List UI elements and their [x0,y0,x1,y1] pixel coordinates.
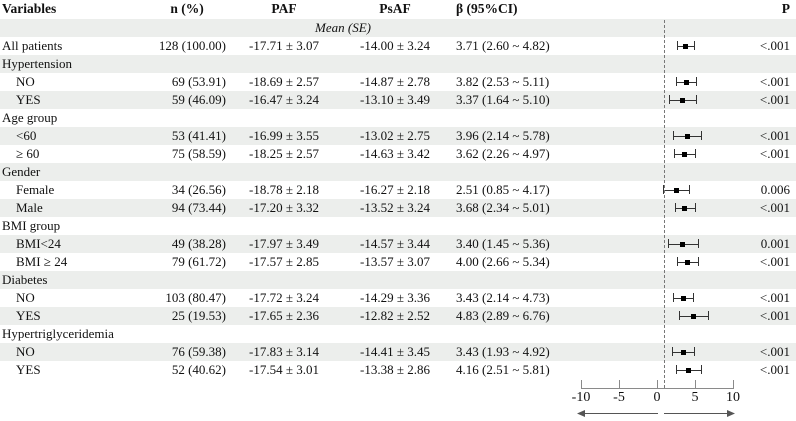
paf-cell [232,217,336,235]
psaf-cell: -13.02 ± 2.75 [360,128,430,143]
forest-plot-cell [576,163,740,181]
n-percent-cell: 128 (100.00) [158,38,226,53]
paf-cell: -17.97 ± 3.49 [249,236,319,251]
n-percent-cell [148,325,232,343]
right-arrowhead-icon [727,410,735,417]
n-percent-cell [148,55,232,73]
paf-cell: -17.57 ± 2.85 [249,254,319,269]
group-label: Diabetes [2,272,48,287]
p-value-cell: <.001 [759,254,790,269]
beta-ci-cell [454,271,576,289]
psaf-cell: -13.52 ± 3.24 [360,200,430,215]
psaf-cell: -13.38 ± 2.86 [360,362,430,377]
psaf-cell: -16.27 ± 2.18 [360,182,430,197]
ci-cap-right [693,293,694,302]
group-row [0,55,796,73]
ci-cap-left [676,365,677,374]
psaf-cell: -14.57 ± 3.44 [360,236,430,251]
group-row [0,325,796,343]
variable-label: BMI ≥ 24 [16,254,68,269]
variable-label: Female [16,182,55,197]
paf-cell [232,55,336,73]
variable-label: All patients [2,38,63,53]
axis-tick-label: 0 [653,390,661,405]
forest-plot-cell [576,55,740,73]
beta-ci-cell: 3.43 (1.93 ~ 4.92) [456,344,550,359]
col-header-beta-ci: β (95%CI) [456,1,518,16]
n-percent-cell: 103 (80.47) [165,290,226,305]
ci-cap-left [672,347,673,356]
point-estimate-marker [686,368,691,373]
ci-cap-right [708,311,709,320]
axis-tick [657,380,658,389]
beta-ci-cell: 4.16 (2.51 ~ 5.81) [456,362,550,377]
psaf-cell: -14.87 ± 2.78 [360,74,430,89]
variable-label: NO [16,74,35,89]
beta-ci-cell [454,325,576,343]
p-value-cell: <.001 [759,362,790,377]
point-estimate-marker [682,152,687,157]
point-estimate-marker [691,314,696,319]
table-row [0,361,796,379]
point-estimate-marker [681,350,686,355]
axis-tick-label: 10 [726,390,740,405]
paf-cell [232,163,336,181]
variable-label: Male [16,200,43,215]
table-row [0,127,796,145]
ci-cap-right [696,77,697,86]
beta-ci-cell: 4.00 (2.66 ~ 5.34) [456,254,550,269]
table-row [0,73,796,91]
psaf-cell [336,217,454,235]
forest-plot-cell [576,307,740,325]
point-estimate-marker [680,242,685,247]
ci-cap-right [694,347,695,356]
n-percent-cell: 79 (61.72) [171,254,226,269]
group-label: Hypertension [2,56,73,71]
table-row [0,307,796,325]
forest-plot-cell [576,289,740,307]
n-percent-cell: 52 (40.62) [171,362,226,377]
axis-tick [581,380,582,389]
table-row [0,235,796,253]
col-header-plot-spacer [576,0,740,19]
table-row [0,343,796,361]
beta-ci-cell: 3.71 (2.60 ~ 4.82) [456,38,550,53]
group-row [0,163,796,181]
psaf-cell: -14.29 ± 3.36 [360,290,430,305]
psaf-cell: -14.00 ± 3.24 [360,38,430,53]
point-estimate-marker [682,206,687,211]
paf-cell: -16.99 ± 3.55 [249,128,319,143]
beta-ci-cell: 3.43 (2.14 ~ 4.73) [456,290,550,305]
p-value-cell: <.001 [759,344,790,359]
beta-ci-cell [454,163,576,181]
psaf-cell [336,55,454,73]
psaf-cell [336,271,454,289]
variable-label: NO [16,344,35,359]
psaf-cell: -14.63 ± 3.42 [360,146,430,161]
table-row [0,181,796,199]
n-percent-cell: 75 (58.59) [171,146,226,161]
axis-tick-label: -10 [571,390,591,405]
variable-label: YES [16,362,41,377]
psaf-cell [336,163,454,181]
paf-cell: -17.71 ± 3.07 [249,38,319,53]
ci-cap-right [689,185,690,194]
n-percent-cell [148,217,232,235]
col-header-p: P [781,1,790,16]
axis-tick-label: -5 [613,390,625,405]
n-percent-cell: 53 (41.41) [171,128,226,143]
ci-cap-right [695,149,696,158]
col-header-n: n (%) [170,1,204,16]
p-value-cell [740,55,796,73]
variable-label: NO [16,290,35,305]
ci-cap-right [695,203,696,212]
p-value-cell: <.001 [759,290,790,305]
ci-cap-left [679,311,680,320]
paf-cell [232,271,336,289]
psaf-cell: -14.41 ± 3.45 [360,344,430,359]
paf-cell: -16.47 ± 3.24 [249,92,319,107]
p-value-cell [740,325,796,343]
paf-cell: -17.72 ± 3.24 [249,290,319,305]
psaf-cell: -13.57 ± 3.07 [360,254,430,269]
p-value-cell: 0.001 [760,236,790,251]
point-estimate-marker [681,296,686,301]
point-estimate-marker [685,134,690,139]
p-value-cell: <.001 [759,92,790,107]
ci-cap-left [677,41,678,50]
forest-plot-cell [576,217,740,235]
axis-tick [619,380,620,389]
n-percent-cell [148,109,232,127]
p-value-cell: <.001 [759,200,790,215]
n-percent-cell: 34 (26.56) [171,182,226,197]
n-percent-cell: 94 (73.44) [171,200,226,215]
beta-ci-cell: 3.37 (1.64 ~ 5.10) [456,92,550,107]
n-percent-cell: 69 (53.91) [171,74,226,89]
beta-ci-cell: 3.96 (2.14 ~ 5.78) [456,128,550,143]
p-value-cell: <.001 [759,74,790,89]
table-row [0,199,796,217]
psaf-cell: -12.82 ± 2.52 [360,308,430,323]
table-row [0,91,796,109]
p-value-cell [740,271,796,289]
p-value-cell: 0.006 [760,182,790,197]
ci-cap-right [701,131,702,140]
psaf-cell [336,109,454,127]
point-estimate-marker [683,44,688,49]
p-value-cell [740,217,796,235]
forest-plot-cell [576,109,740,127]
table-row [0,37,796,55]
group-label: Gender [2,164,41,179]
group-row [0,271,796,289]
variable-label: <60 [16,128,37,143]
p-value-cell: <.001 [759,308,790,323]
paf-cell: -17.20 ± 3.32 [249,200,319,215]
forest-plot-cell [576,73,740,91]
ci-cap-left [673,131,674,140]
n-percent-cell: 25 (19.53) [171,308,226,323]
axis-tick [733,380,734,389]
ci-cap-left [675,203,676,212]
group-label: BMI group [2,218,61,233]
psaf-cell [336,325,454,343]
mean-se-row [0,19,796,37]
paf-cell: -17.54 ± 3.01 [249,362,319,377]
beta-ci-cell: 2.51 (0.85 ~ 4.17) [456,182,550,197]
paf-cell: -17.83 ± 3.14 [249,344,319,359]
group-label: Hypertriglyceridemia [2,326,114,341]
n-percent-cell [148,271,232,289]
axis-tick [695,380,696,389]
forest-plot-cell [576,271,740,289]
group-row [0,109,796,127]
point-estimate-marker [674,188,679,193]
table-row [0,253,796,271]
paf-cell: -17.65 ± 2.36 [249,308,319,323]
forest-plot-cell [576,325,740,343]
table-row [0,289,796,307]
reference-dashed-line [664,20,665,388]
forest-plot-cell [576,253,740,271]
n-percent-cell [148,163,232,181]
paf-cell [232,109,336,127]
left-arrowhead-icon [577,410,585,417]
p-value-cell [740,163,796,181]
ci-cap-left [674,149,675,158]
variable-label: ≥ 60 [16,146,40,161]
forest-plot-cell [576,145,740,163]
mean-se-label: Mean (SE) [315,20,371,35]
n-percent-cell: 59 (46.09) [171,92,226,107]
col-header-psaf: PsAF [379,1,411,16]
ci-cap-right [696,95,697,104]
p-value-cell: <.001 [759,128,790,143]
paf-cell: -18.25 ± 2.57 [249,146,319,161]
forest-plot-cell [576,127,740,145]
group-row [0,217,796,235]
forest-plot-cell [576,361,740,379]
forest-plot-cell [576,181,740,199]
paf-cell: -18.69 ± 2.57 [249,74,319,89]
p-value-cell: <.001 [759,146,790,161]
table-body [0,37,796,379]
beta-ci-cell [454,109,576,127]
p-value-cell [740,109,796,127]
beta-ci-cell: 4.83 (2.89 ~ 6.76) [456,308,550,323]
n-percent-cell: 49 (38.28) [171,236,226,251]
ci-cap-left [673,293,674,302]
beta-ci-cell: 3.82 (2.53 ~ 5.11) [456,74,550,89]
axis-direction-arrows [576,408,740,421]
beta-ci-cell: 3.62 (2.26 ~ 4.97) [456,146,550,161]
point-estimate-marker [684,80,689,85]
point-estimate-marker [685,260,690,265]
n-percent-cell: 76 (59.38) [171,344,226,359]
table-header [0,0,796,19]
ci-cap-right [698,257,699,266]
beta-ci-cell [454,217,576,235]
ci-cap-right [694,41,695,50]
variable-label: BMI<24 [16,236,61,251]
beta-ci-cell: 3.40 (1.45 ~ 5.36) [456,236,550,251]
p-value-cell: <.001 [759,38,790,53]
forest-plot-cell [576,37,740,55]
variable-label: YES [16,308,41,323]
forest-plot-cell [576,91,740,109]
axis-tick-label: 5 [691,390,699,405]
ci-cap-left [677,257,678,266]
col-header-variables: Variables [2,1,57,16]
ci-cap-right [701,365,702,374]
ci-cap-left [676,77,677,86]
beta-ci-cell: 3.68 (2.34 ~ 5.01) [456,200,550,215]
paf-cell [232,325,336,343]
col-header-paf: PAF [271,1,297,16]
table-row [0,145,796,163]
variable-label: YES [16,92,41,107]
ci-cap-left [668,239,669,248]
ci-cap-left [669,95,670,104]
x-axis [0,379,796,421]
forest-plot-cell [576,343,740,361]
point-estimate-marker [680,98,685,103]
beta-ci-cell [454,55,576,73]
ci-cap-right [698,239,699,248]
paf-cell: -18.78 ± 2.18 [249,182,319,197]
group-label: Age group [2,110,58,125]
forest-plot-cell [576,235,740,253]
psaf-cell: -13.10 ± 3.49 [360,92,430,107]
forest-plot-cell [576,199,740,217]
